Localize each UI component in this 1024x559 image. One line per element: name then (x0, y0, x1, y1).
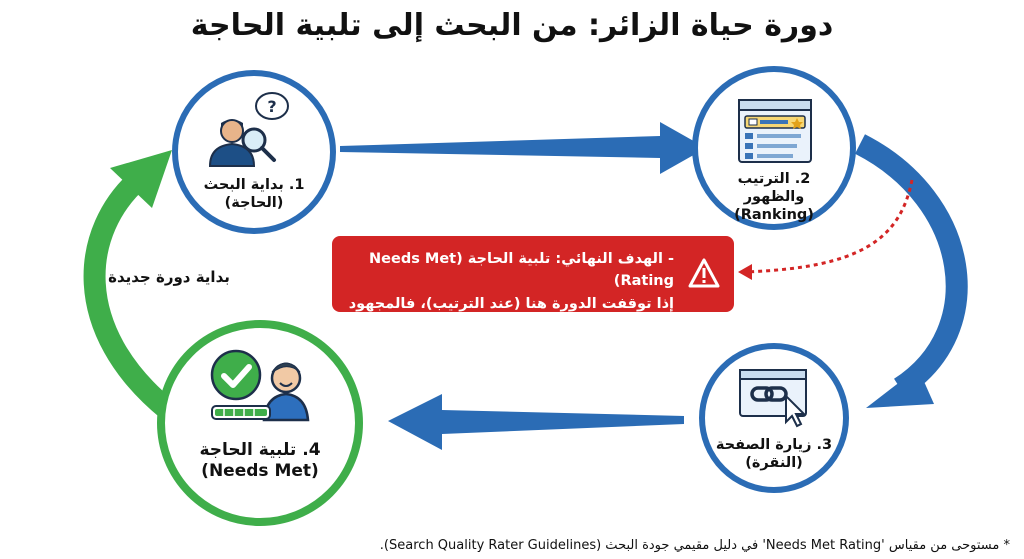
warning-icon (688, 258, 720, 288)
new-cycle-label: بداية دورة جديدة (108, 268, 230, 286)
diagram-title: دورة حياة الزائر: من البحث إلى تلبية الحاجة (190, 8, 834, 43)
node-search-label (194, 176, 314, 212)
node-met-title: 4. تلبية الحاجة (199, 440, 321, 460)
node-search-title: 1. بداية البحث (203, 177, 305, 193)
node-met (161, 324, 359, 522)
node-search-subtitle: (الحاجة) (224, 195, 284, 212)
warning-box (332, 236, 734, 335)
footnote: * مستوحى من مقياس 'Needs Met Rating' في دليل مقيمي جودة البحث (Search Quality Rater Guidelines). (379, 538, 1010, 553)
node-visit-subtitle: (النقرة) (745, 455, 803, 472)
warning-line1: - الهدف النهائي: تلبية الحاجة (Needs Met Rating) (369, 251, 674, 290)
node-ranking-label (706, 170, 842, 224)
node-visit-label (714, 436, 834, 472)
arrow-ranking-to-visit (860, 144, 957, 408)
arrow-search-to-ranking (340, 122, 706, 174)
svg-text:?: ? (267, 97, 277, 116)
node-visit-title: 3. زيارة الصفحة (715, 437, 833, 453)
warning-line2: إذا توقفت الدورة هنا (عند الترتيب)، فالمجهود ضائع. (348, 295, 674, 335)
ranking-list-icon (739, 100, 811, 162)
node-ranking-title: 2. الترتيب والظهور (737, 171, 811, 206)
arrow-visit-to-met (388, 394, 684, 450)
node-met-label (188, 440, 332, 483)
node-met-subtitle: (Needs Met) (201, 461, 319, 482)
node-ranking-subtitle: (Ranking) (734, 207, 814, 224)
